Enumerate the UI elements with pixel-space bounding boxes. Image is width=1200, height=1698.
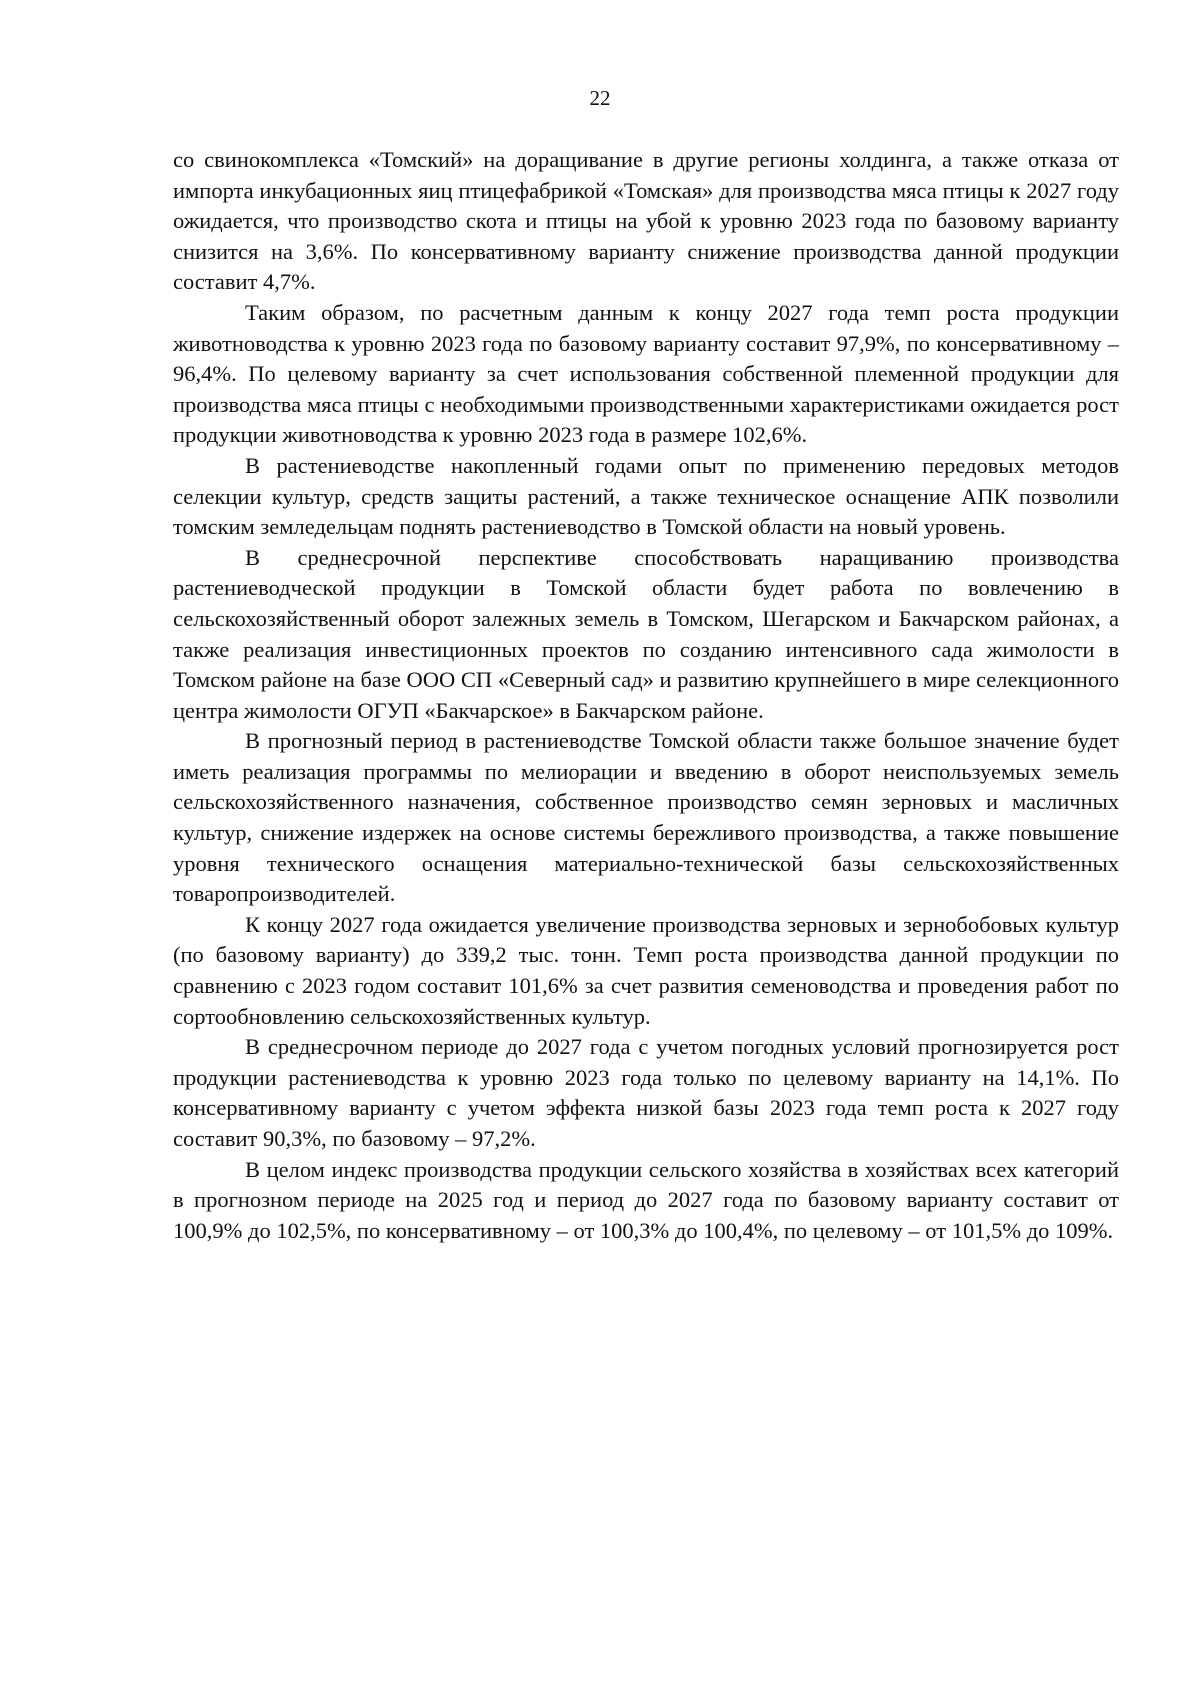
paragraph-grain-forecast: К концу 2027 года ожидается увеличение производства зерновых и зернобобовых культур (по базовому варианту) до 339,2 тыс. тонн. Темп роста производства данной продукции по сравнению с 2023 годом составит 101,6% за счет развития семеноводства и проведения работ по сортообновлению сельскохозяйственных культур.	[173, 911, 1119, 1029]
paragraph-crop-growth: В среднесрочном периоде до 2027 года с учетом погодных условий прогнозируется рост продукции растениеводства к уровню 2023 года только по целевому варианту на 14,1%. По консервативному варианту с учетом эффекта низкой базы 2023 года темп роста к 2027 году составит 90,3%, по базовому – 97,2%.	[173, 1034, 1119, 1151]
paragraph-agriculture-index: В целом индекс производства продукции сельского хозяйства в хозяйствах всех категорий в прогнозном периоде на 2025 год и период до 2027 года по базовому варианту составит от 100,9% до 102,5%, по консервативному – от 100,3% до 100,4%, по целевому – от 101,5% до 109%.	[173, 1156, 1119, 1243]
document-body	[173, 145, 1119, 1246]
page-number: 22	[589, 86, 611, 110]
paragraph-livestock-summary: Таким образом, по расчетным данным к концу 2027 года темп роста продукции животноводства к уровню 2023 года по базовому варианту составит 97,9%, по консервативному – 96,4%. По целевому варианту за счет использования собственной племенной продукции для производства мяса птицы с необходимыми производственными характеристиками ожидается рост продукции животноводства к уровню 2023 года в размере 102,6%.	[173, 299, 1119, 448]
paragraph-crop-experience: В растениеводстве накопленный годами опыт по применению передовых методов селекции культур, средств защиты растений, а также техническое оснащение АПК позволили томским земледельцам поднять растениеводство в Томской области на новый уровень.	[173, 452, 1119, 540]
paragraph-crop-outlook: В среднесрочной перспективе способствовать наращиванию производства растениеводческой продукции в Томской области будет работа по вовлечению в сельскохозяйственный оборот залежных земель в Томском, Шегарском и Бакчарском районах, а также реализация инвестиционных проектов по созданию интенсивного сада жимолости в Томском районе на базе ООО СП «Северный сад» и развитию крупнейшего в мире селекционного центра жимолости ОГУП «Бакчарское» в Бакчарском районе.	[173, 544, 1119, 723]
paragraph-livestock-continuation: со свинокомплекса «Томский» на доращивание в другие регионы холдинга, а также отказа от импорта инкубационных яиц птицефабрикой «Томская» для производства мяса птицы к 2027 году ожидается, что производство скота и птицы на убой к уровню 2023 года по базовому варианту снизится на 3,6%. По консервативному варианту снижение производства данной продукции составит 4,7%.	[173, 147, 1119, 295]
paragraph-crop-factors: В прогнозный период в растениеводстве Томской области также большое значение будет иметь реализация программы по мелиорации и введению в оборот неиспользуемых земель сельскохозяйственного назначения, собственное производство семян зерновых и масличных культур, снижение издержек на основе системы бережливого производства, а также повышение уровня технического оснащения материально-технической базы сельскохозяйственных товаропроизводителей.	[173, 728, 1119, 907]
